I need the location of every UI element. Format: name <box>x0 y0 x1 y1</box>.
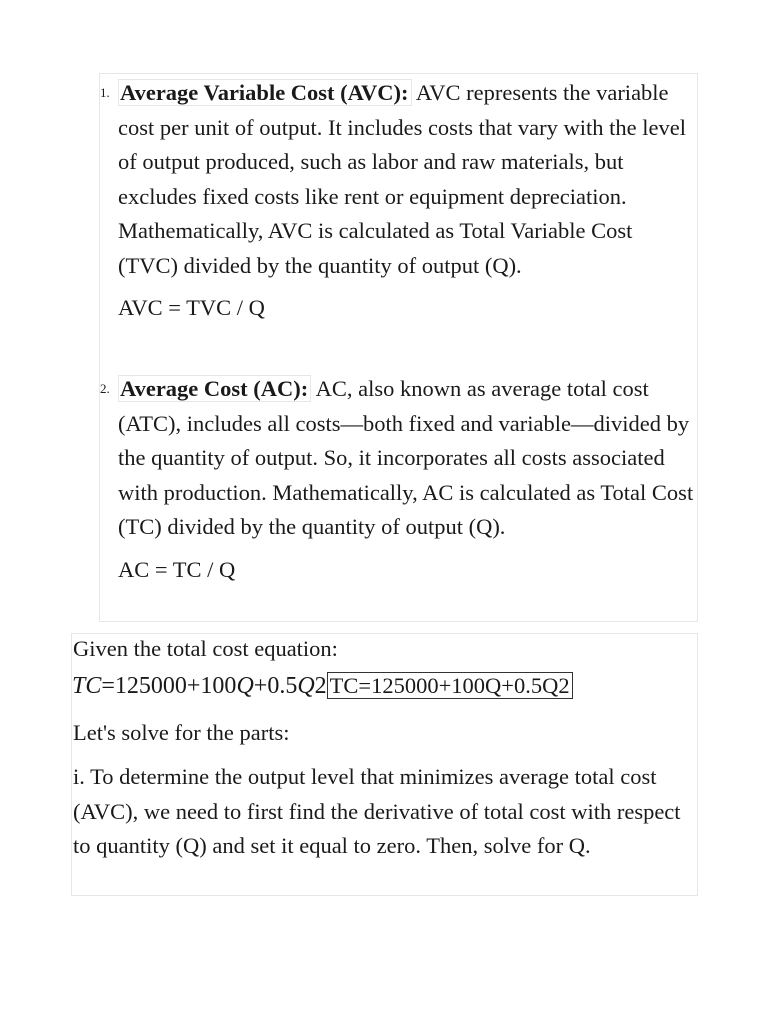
definition-term: Average Variable Cost (AVC): <box>118 79 412 106</box>
solution-card <box>71 633 698 896</box>
given-statement: Given the total cost equation: <box>73 636 338 661</box>
math-symbol: Q <box>236 673 254 699</box>
math-text: =125000+100 <box>101 673 237 699</box>
definition-paragraph <box>118 372 698 545</box>
definition-text: AVC represents the variable cost per unit of output. It includes costs that vary with the level of output produced, such as labor and raw materials, but excludes fixed costs like rent or equipment depreciation. Mathematically, AVC is calculated as Total Variable Cost (TVC) divided by the quantity of output (Q). <box>118 80 687 278</box>
definition-text: AC, also known as average total cost (ATC), includes all costs—both fixed and variable—divided by the quantity of output. So, it incorporates all costs associated with production. Mathematically, AC is calculated as Total Cost (TC) divided by the quantity of output (Q). <box>118 376 694 539</box>
lets-solve-text: Let's solve for the parts: <box>73 720 290 745</box>
definitions-card <box>99 73 698 622</box>
formula: AC = TC / Q <box>118 556 236 582</box>
formula: AVC = TVC / Q <box>118 295 265 320</box>
total-cost-equation <box>72 668 573 704</box>
math-text: +0.5 <box>253 673 298 699</box>
definition-term: Average Cost (AC): <box>118 375 311 402</box>
definition-paragraph <box>118 76 693 283</box>
math-text: 2 <box>314 673 327 699</box>
list-number: 1. <box>100 85 110 100</box>
equation-text-box: TC=125000+100Q+0.5Q2 <box>327 672 573 699</box>
definition-item-ac <box>100 372 716 587</box>
definition-item-avc <box>100 76 716 326</box>
math-symbol: Q <box>297 673 315 699</box>
list-number: 2. <box>100 381 110 396</box>
part-i-text: i. To determine the output level that minimizes average total cost (AVC), we need to first find the derivative of total cost with respect to quantity (Q) and set it equal to zero. Then, solve for Q. <box>73 764 681 858</box>
math-symbol: TC <box>72 673 102 699</box>
